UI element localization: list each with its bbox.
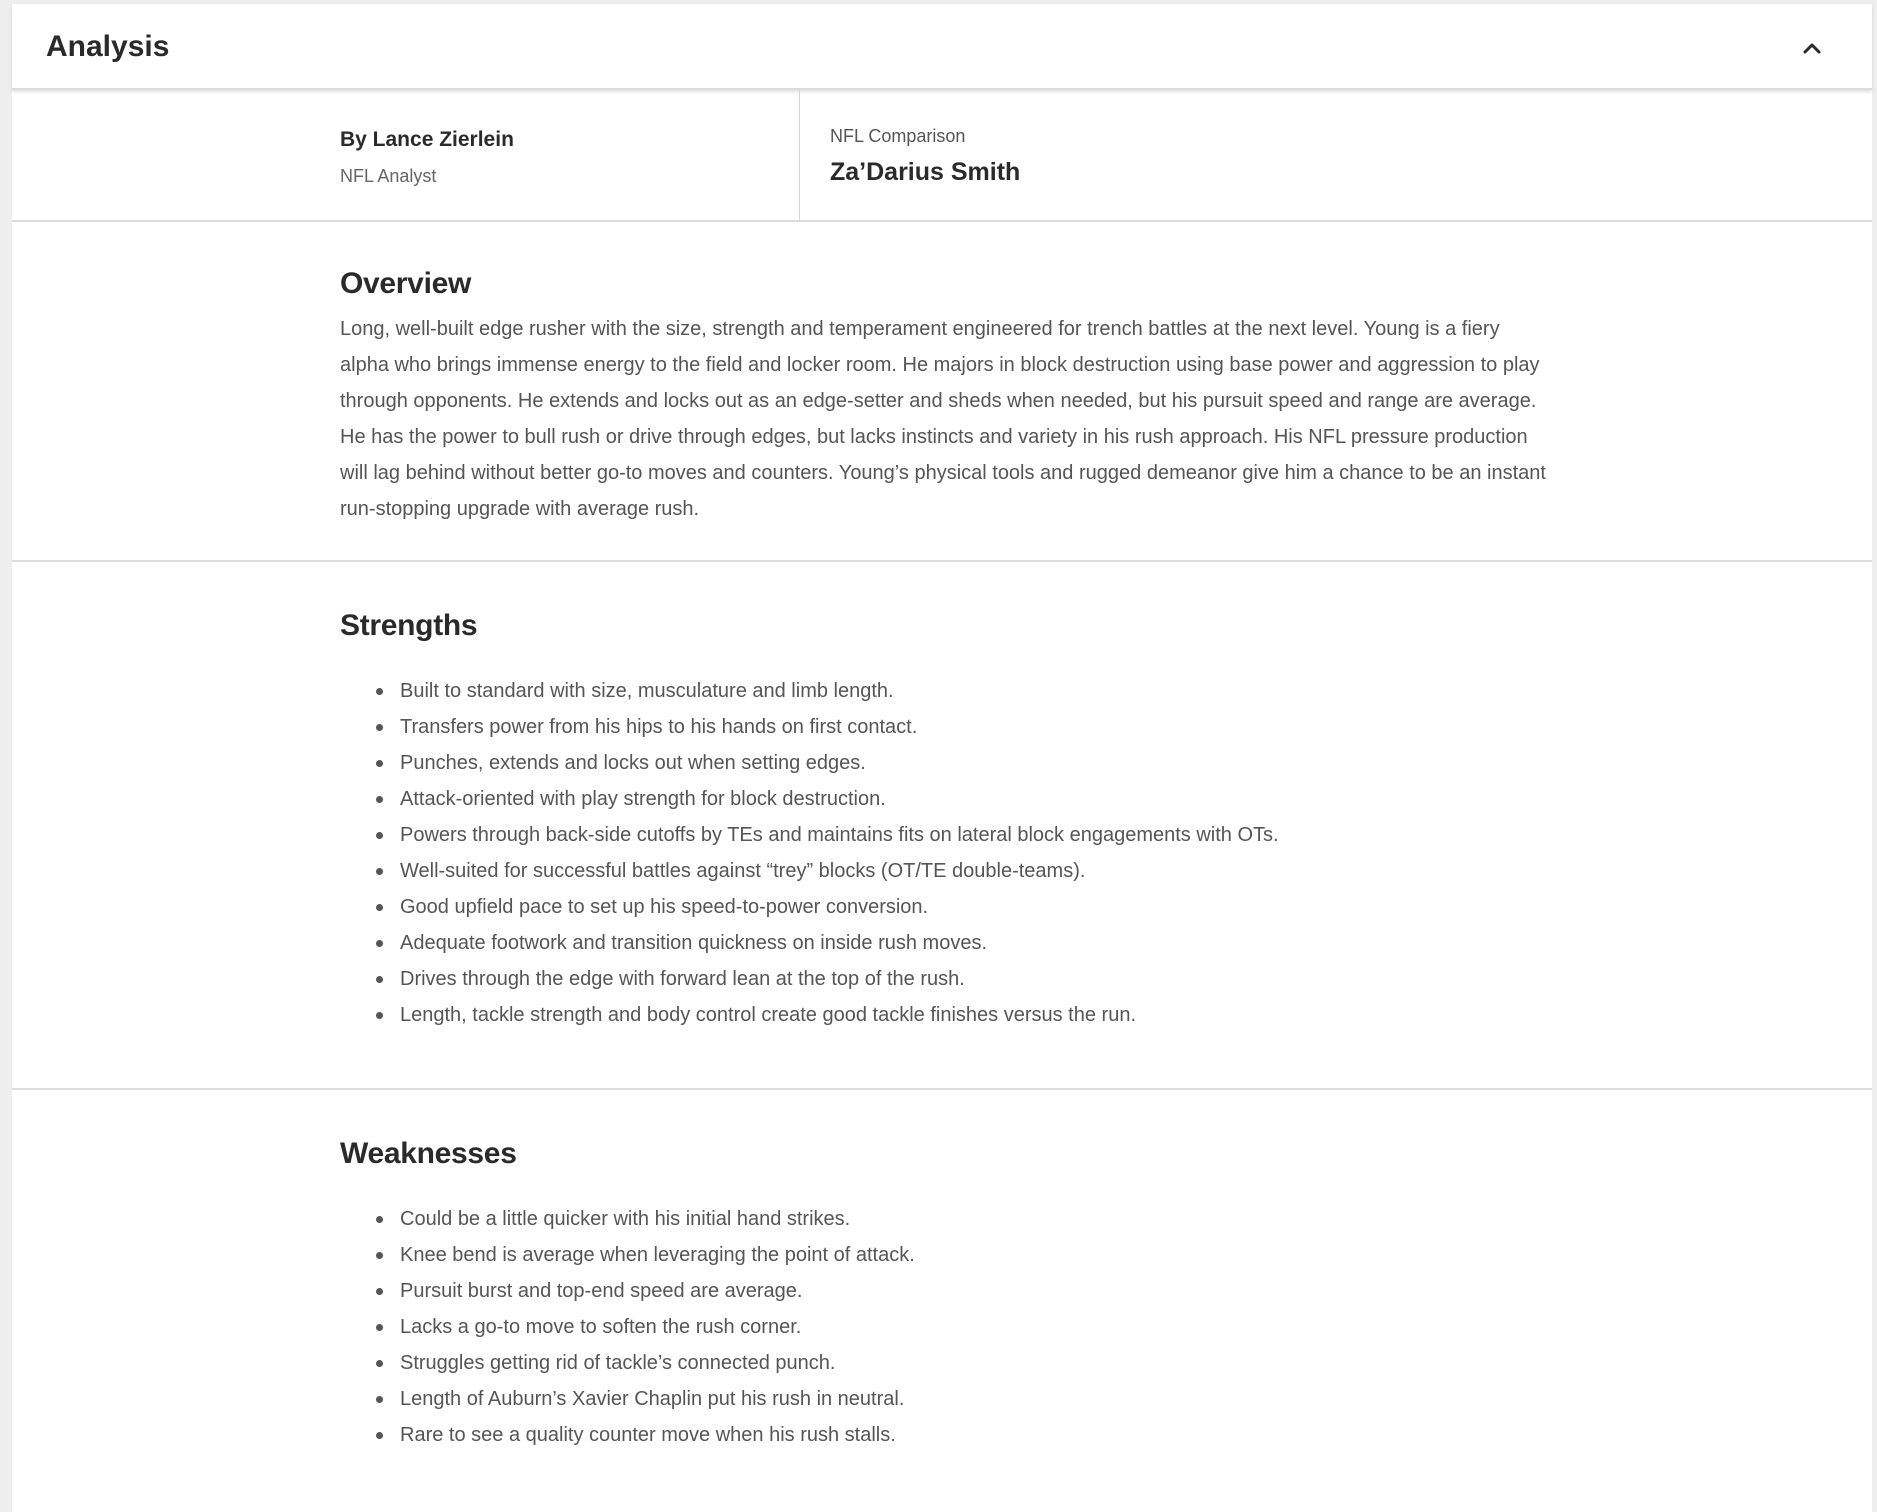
list-item: Rare to see a quality counter move when his rush stalls. (400, 1417, 1550, 1453)
strengths-heading: Strengths (340, 609, 478, 642)
list-item: Length, tackle strength and body control create good tackle finishes versus the run. (400, 997, 1550, 1033)
comparison-player: Za’Darius Smith (830, 158, 1021, 186)
list-item: Built to standard with size, musculature and limb length. (400, 673, 1550, 709)
list-item: Lacks a go-to move to soften the rush corner. (400, 1309, 1550, 1345)
overview-text: Long, well-built edge rusher with the size, strength and temperament engineered for trench battles at the next level. Young is a fiery alpha who brings immense energy to the field and locker room. He majors in block destruction using base power and aggression to play through opponents. He extends and locks out as an edge-setter and sheds when needed, but his pursuit speed and range are average. He has the power to bull rush or drive through edges, but lacks instincts and variety in his rush approach. His NFL pressure production will lag behind without better go-to moves and counters. Young’s physical tools and rugged demeanor give him a chance to be an instant run-stopping upgrade with average rush. (340, 318, 1546, 520)
comparison-label: NFL Comparison (830, 126, 966, 146)
author-row (12, 90, 1872, 222)
list-item: Attack-oriented with play strength for block destruction. (400, 781, 1550, 817)
weaknesses-heading: Weaknesses (340, 1137, 517, 1170)
weaknesses-section (12, 1090, 1872, 1508)
list-item: Transfers power from his hips to his hands on first contact. (400, 709, 1550, 745)
author-role: NFL Analyst (340, 166, 437, 186)
analysis-panel-header[interactable] (12, 4, 1872, 90)
list-item: Struggles getting rid of tackle’s connected punch. (400, 1345, 1550, 1381)
list-item: Punches, extends and locks out when setting edges. (400, 745, 1550, 781)
list-item: Good upfield pace to set up his speed-to-power conversion. (400, 889, 1550, 925)
list-item: Pursuit burst and top-end speed are average. (400, 1273, 1550, 1309)
overview-section (12, 222, 1872, 562)
analysis-panel (12, 4, 1872, 1512)
list-item: Powers through back-side cutoffs by TEs and maintains fits on lateral block engagements with OTs. (400, 817, 1550, 853)
list-item: Drives through the edge with forward lean at the top of the rush. (400, 961, 1550, 997)
chevron-up-icon (1792, 28, 1832, 68)
weaknesses-list (340, 1201, 1550, 1453)
collapse-button[interactable] (1792, 28, 1832, 68)
author-name: By Lance Zierlein (340, 128, 514, 151)
author-info (12, 90, 800, 220)
list-item: Well-suited for successful battles against “trey” blocks (OT/TE double-teams). (400, 853, 1550, 889)
list-item: Knee bend is average when leveraging the point of attack. (400, 1237, 1550, 1273)
overview-heading: Overview (340, 267, 472, 300)
strengths-section (12, 562, 1872, 1090)
strengths-list (340, 673, 1550, 1033)
list-item: Could be a little quicker with his initial hand strikes. (400, 1201, 1550, 1237)
panel-title: Analysis (46, 30, 170, 63)
list-item: Length of Auburn’s Xavier Chaplin put his rush in neutral. (400, 1381, 1550, 1417)
list-item: Adequate footwork and transition quickness on inside rush moves. (400, 925, 1550, 961)
